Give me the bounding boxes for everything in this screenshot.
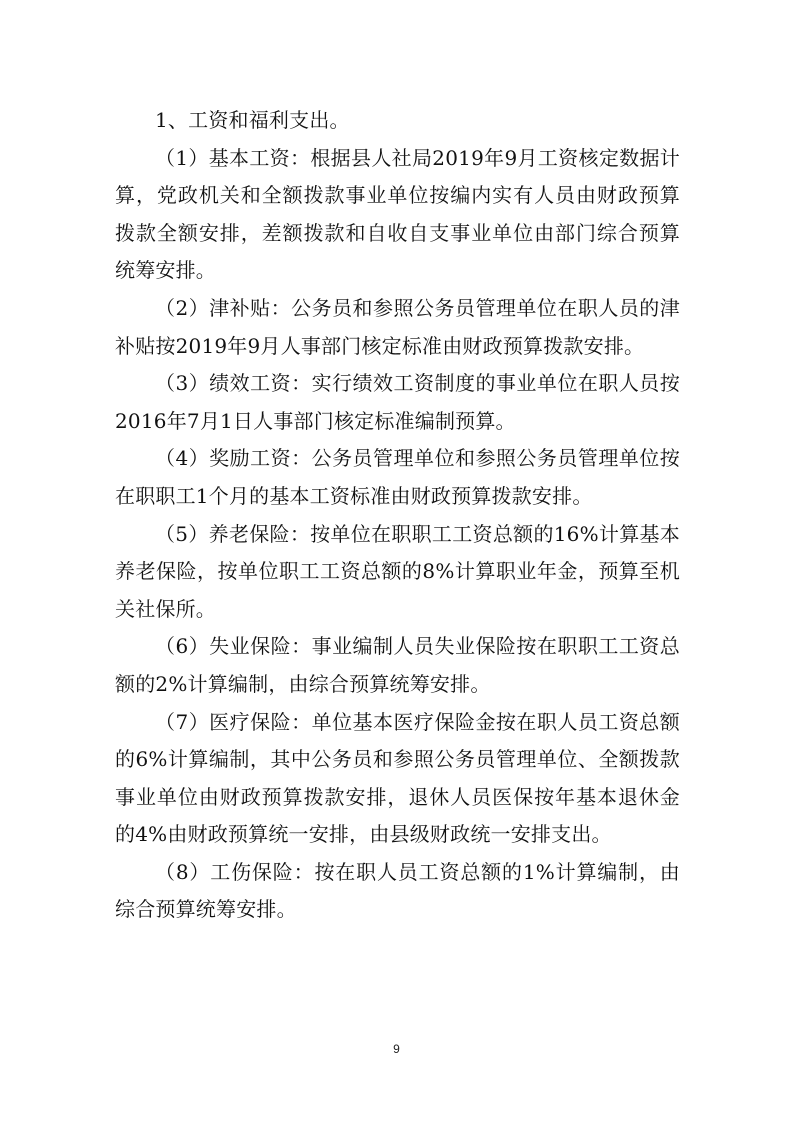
section-heading: 1、工资和福利支出。 bbox=[155, 108, 350, 132]
paragraph-reward-salary: （4）奖励工资：公务员管理单位和参照公务员管理单位按在职职工1个月的基本工资标准由财政预算拨款安排。 bbox=[115, 446, 680, 508]
document-body bbox=[115, 102, 680, 929]
paragraph-performance-salary: （3）绩效工资：实行绩效工资制度的事业单位在职人员按2016年7月1日人事部门核定标准编制预算。 bbox=[115, 371, 680, 433]
paragraph-pension-insurance: （5）养老保险：按单位在职职工工资总额的16%计算基本养老保险，按单位职工工资总额的8%计算职业年金，预算至机关社保所。 bbox=[115, 521, 680, 621]
page-number: 9 bbox=[393, 1042, 400, 1056]
paragraph-medical-insurance: （7）医疗保险：单位基本医疗保险金按在职人员工资总额的6%计算编制，其中公务员和参照公务员管理单位、全额拨款事业单位由财政预算拨款安排，退休人员医保按年基本退休金的4%由财政预算统一安排，由县级财政统一安排支出。 bbox=[115, 709, 680, 847]
paragraph-allowance: （2）津补贴：公务员和参照公务员管理单位在职人员的津补贴按2019年9月人事部门核定标准由财政预算拨款安排。 bbox=[115, 295, 680, 358]
paragraph-basic-salary: （1）基本工资：根据县人社局2019年9月工资核定数据计算，党政机关和全额拨款事业单位按编内实有人员由财政预算拨款全额安排，差额拨款和自收自支事业单位由部门综合预算统筹安排。 bbox=[115, 145, 680, 283]
paragraph-injury-insurance: （8）工伤保险：按在职人员工资总额的1%计算编制，由综合预算统筹安排。 bbox=[115, 859, 680, 922]
paragraph-unemployment-insurance: （6）失业保险：事业编制人员失业保险按在职职工工资总额的2%计算编制，由综合预算统筹安排。 bbox=[115, 634, 680, 696]
